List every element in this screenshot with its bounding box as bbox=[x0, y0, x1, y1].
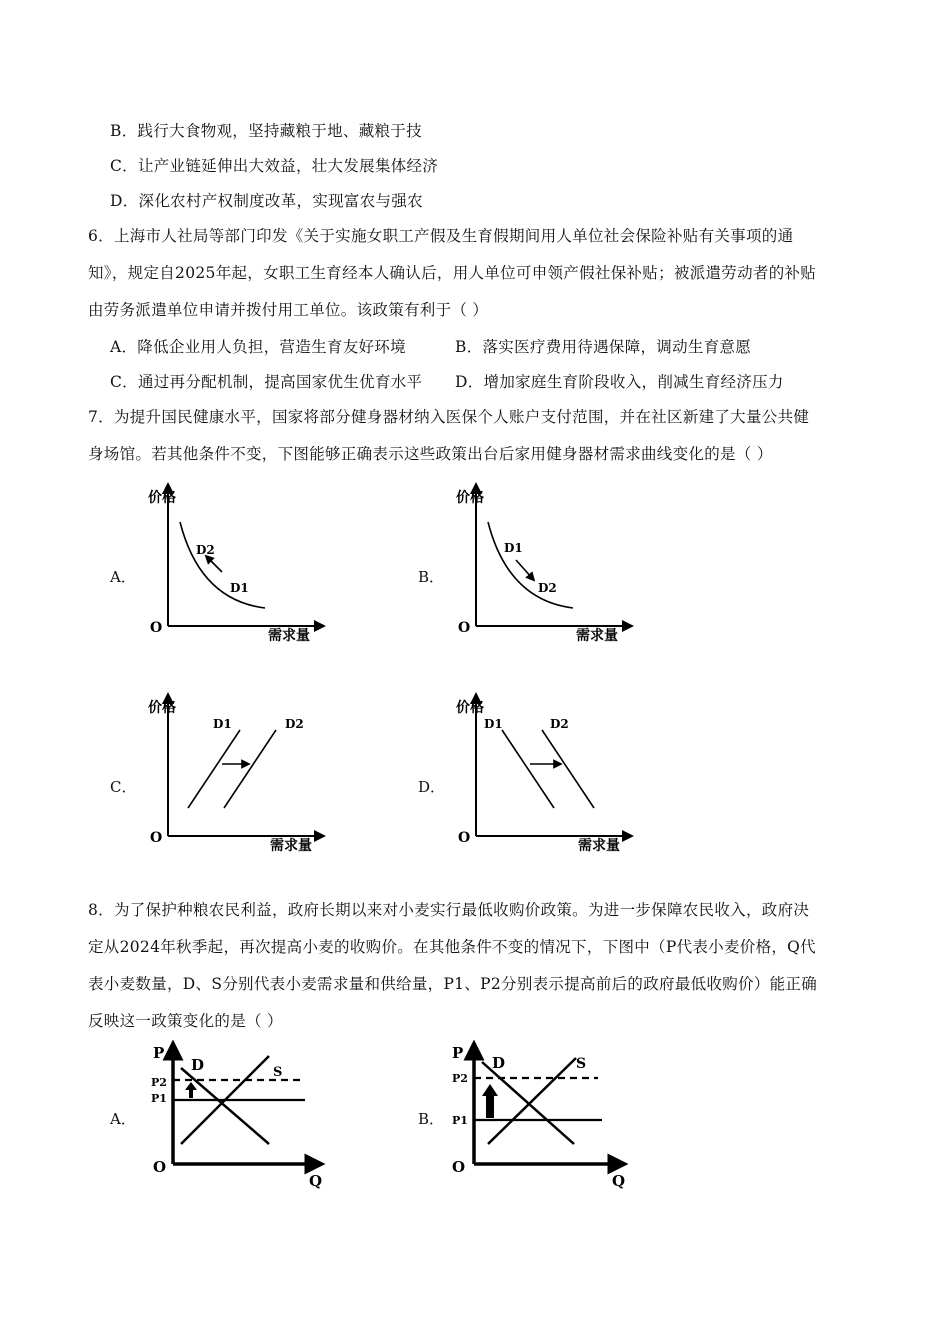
d2-label: D2 bbox=[550, 717, 569, 731]
d1-label: D1 bbox=[484, 717, 503, 731]
origin-label: O bbox=[458, 620, 471, 636]
d1-label: D1 bbox=[230, 581, 249, 595]
q7-stem-line-1: 7．为提升国民健康水平，国家将部分健身器材纳入医保个人账户支付范围，并在社区新建了大量公共健 bbox=[88, 408, 810, 426]
q6-option-a: A．降低企业用人负担，营造生育友好环境 bbox=[110, 338, 406, 356]
origin-label: O bbox=[452, 1158, 466, 1176]
q7-graph-d bbox=[448, 690, 638, 860]
d2-line bbox=[542, 730, 594, 808]
y-axis-label-char1: 价格 bbox=[148, 490, 176, 506]
q8-option-a-label: A． bbox=[110, 1110, 136, 1128]
x-axis-label: 需求量 bbox=[268, 628, 310, 644]
q8-stem-line-2: 定从2024年秋季起，再次提高小麦的收购价。在其他条件不变的情况下，下图中（P代表小麦价格，Q代 bbox=[88, 938, 816, 956]
p1-label: P1 bbox=[151, 1092, 167, 1105]
demand-curve bbox=[488, 522, 573, 608]
p2-label: P2 bbox=[151, 1076, 167, 1089]
q6-option-c: C．通过再分配机制，提高国家优生优育水平 bbox=[110, 373, 423, 391]
x-axis-label: 需求量 bbox=[576, 628, 618, 644]
q6-stem-line-1: 6．上海市人社局等部门印发《关于实施女职工产假及生育假期间用人单位社会保险补贴有关事项的通 bbox=[88, 227, 794, 245]
q-axis-label: Q bbox=[612, 1172, 626, 1190]
d1-label: D1 bbox=[213, 717, 232, 731]
q7-option-d-label: D． bbox=[418, 778, 446, 796]
raise-arrow bbox=[185, 1082, 197, 1098]
q8-stem-line-3: 表小麦数量，D、S分别代表小麦需求量和供给量，P1、P2分别表示提高前后的政府最低收购价）能正确 bbox=[88, 975, 818, 993]
x-axis-label: 需求量 bbox=[578, 838, 620, 854]
q-axis-label: Q bbox=[309, 1172, 323, 1190]
s-label: S bbox=[576, 1056, 587, 1072]
q8-stem-line-4: 反映这一政策变化的是（ ） bbox=[88, 1012, 283, 1030]
q7-graph-a bbox=[140, 480, 330, 650]
q6-stem-line-2: 知》，规定自2025年起，女职工生育经本人确认后，用人单位可申领产假社保补贴；被派遣劳动者的补贴 bbox=[88, 264, 817, 282]
d2-label: D2 bbox=[285, 717, 304, 731]
q6-stem-line-3: 由劳务派遣单位申请并拨付用工单位。该政策有利于（ ） bbox=[88, 301, 489, 319]
q7-option-c-label: C． bbox=[110, 778, 137, 796]
raise-arrow bbox=[482, 1084, 498, 1118]
p1-label: P1 bbox=[452, 1114, 468, 1127]
y-axis-label: 价格 bbox=[456, 490, 484, 506]
q6-option-b: B．落实医疗费用待遇保障，调动生育意愿 bbox=[455, 338, 752, 356]
d-label: D bbox=[191, 1056, 205, 1074]
d1-line bbox=[502, 730, 554, 808]
q5-option-c: C．让产业链延伸出大效益，壮大发展集体经济 bbox=[110, 157, 439, 175]
q8-graph-a bbox=[145, 1040, 335, 1190]
shift-arrow bbox=[516, 560, 532, 578]
x-axis-label: 需求量 bbox=[270, 838, 312, 854]
s-label: S bbox=[273, 1065, 283, 1080]
y-axis-label: 价格 bbox=[148, 700, 176, 716]
demand-curve bbox=[180, 522, 265, 608]
d1-label: D1 bbox=[504, 541, 523, 555]
q8-graph-b bbox=[448, 1040, 638, 1190]
origin-label: O bbox=[150, 830, 163, 846]
q7-stem-line-2: 身场馆。若其他条件不变，下图能够正确表示这些政策出台后家用健身器材需求曲线变化的是（ ） bbox=[88, 445, 773, 463]
q8-stem-line-1: 8．为了保护种粮农民利益，政府长期以来对小麦实行最低收购价政策。为进一步保障农民收入，政府决 bbox=[88, 901, 810, 919]
origin-label: O bbox=[150, 620, 163, 636]
origin-label: O bbox=[458, 830, 471, 846]
q6-option-d: D．增加家庭生育阶段收入，削减生育经济压力 bbox=[455, 373, 784, 391]
q7-graph-b bbox=[448, 480, 638, 650]
q5-option-d: D．深化农村产权制度改革，实现富农与强农 bbox=[110, 192, 423, 210]
q8-option-b-label: B． bbox=[418, 1110, 445, 1128]
d2-label: D2 bbox=[538, 581, 557, 595]
p-axis-label: P bbox=[153, 1044, 165, 1062]
p-axis-label: P bbox=[452, 1044, 464, 1062]
q7-graph-c bbox=[140, 690, 330, 860]
y-axis-label: 价格 bbox=[456, 700, 484, 716]
shift-arrow bbox=[208, 558, 222, 572]
d-label: D bbox=[492, 1054, 506, 1072]
q7-option-a-label: A． bbox=[110, 568, 136, 586]
origin-label: O bbox=[153, 1158, 167, 1176]
d2-label: D2 bbox=[196, 543, 215, 557]
q7-option-b-label: B． bbox=[418, 568, 445, 586]
p2-label: P2 bbox=[452, 1072, 468, 1085]
q5-option-b: B．践行大食物观，坚持藏粮于地、藏粮于技 bbox=[110, 122, 422, 140]
